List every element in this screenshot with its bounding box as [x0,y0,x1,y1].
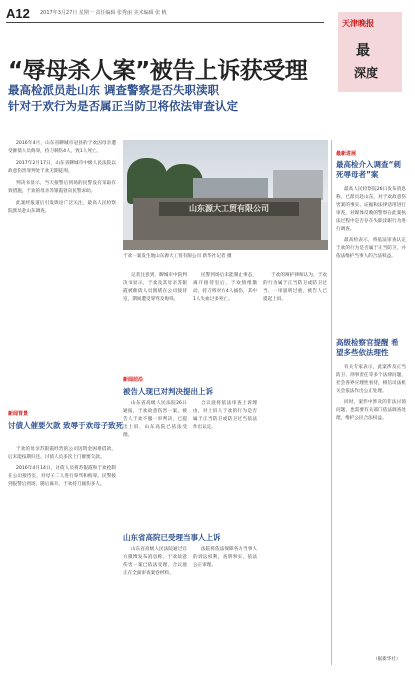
body-paragraph: 山东省高级人民法院通过官方微博发布消息称，于欢故意伤害一案已依法受理，合议庭正在全面审查案卷材料。 [123,547,187,576]
sidebar-paragraph: 有关专家表示，此案涉及正当防卫、刑事责任等多个法律问题，社会各界应理性看待，相信司法机关会依法作出公正处理。 [336,365,406,394]
sidebar-title: 最高检介入调查“刺死辱母者”案 [336,160,401,179]
photo-building [193,178,268,198]
brand-box [338,12,402,92]
photo-building [273,170,323,200]
body-column [193,546,257,573]
news-photo [123,140,328,250]
body-paragraph: 记者注意到，聊城市中院判决书显示，于欢及其母亲苏银霞被催债人员围堵在公司接待室，期间遭受辱骂及侮辱。 [123,273,187,302]
brand-name: 天津晚报 [342,18,374,28]
photo-caption: 于欢一案发生地山东源大工贸有限公司 新华社记者 摄 [123,254,232,259]
body-paragraph: 民警到场后未能制止事态，离开接待室后，于欢情绪激动，持刀将对方4人捅伤，其中1人失血过多死亡。 [193,273,257,302]
header-rule [6,22,324,23]
photo-gate [133,198,321,240]
sidebar-paragraph: 同时，案件中涉及的非法讨债问题，也需要有关部门依法调查处理，维护公民合法权益。 [336,400,406,421]
body-paragraph: 合议庭将依法审查上诉理由，对上诉人于欢的行为是否属于正当防卫或防卫过当依法作出认定。 [193,401,257,430]
page-header [6,6,326,20]
header-meta: 2017年3月27日 星期一 责任编辑 张秀丽 美术编辑 张 帆 [40,10,167,16]
left-article-tag: 新闻背景 [8,411,29,417]
lead-paragraph: 2017年2月17日，山东省聊城市中级人民法院以故意伤害罪判处于欢无期徒刑。 [8,161,116,174]
body-column [263,272,327,307]
column-divider [331,140,332,665]
headline-title: “辱母杀人案”被告上诉获受理 [8,58,308,84]
brand-col2: 深度 [354,66,379,80]
lead-paragraph: 此案经报道后引发舆论广泛关注，最高人民检察院派员赴山东调查。 [8,201,116,214]
body-column [123,400,187,443]
body-paragraph: 于欢的母亲苏银霞经营的公司因资金困难借款，后未能按期归还。讨债人员多次上门催要欠款。 [8,447,116,460]
sidebar-paragraph: 最高人民检察院26日发布消息称，已派员赴山东，对于欢故意伤害案的事实、证据和法律适用进行审查，对媒体反映的警察在此案执法过程中是否存在失职渎职行为进行调查。 [336,187,406,232]
body-column [193,400,257,435]
body-paragraph: 法院将依法保障各方当事人的诉讼权利，查明事实，依法公正审理。 [193,547,257,568]
body-column [123,546,187,581]
brand-col1: 最 [356,43,370,59]
article3-title: 山东省高院已受理当事人上诉 [123,533,221,542]
lead-paragraph: 判决书显示，当天接警后到场的民警没有采取有效措施，于欢的母亲苏银霞曾向民警求助。 [8,181,116,194]
left-article-title: 讨债人催要欠款 致辱于欢母子致死 [8,421,124,430]
sidebar-tag: 最新进展 [336,151,357,157]
headline-sub1: 最高检派员赴山东 调查警察是否失职渎职 [8,83,220,97]
sidebar-paragraph: 最高检表示，将依法审查认定于欢的行为是否属于正当防卫，并依法维护当事人的合法权益。 [336,238,406,259]
body-column [8,446,116,492]
sidebar-body-2 [336,364,406,426]
sidebar-body [336,186,406,264]
sidebar-subhead: 高级检察官提醒 希望多些依法理性 [336,338,399,357]
lead-column [8,140,116,220]
body-paragraph: 山东省高级人民法院26日通报，于欢故意伤害一案，被告人于欢不服一审判决，已提出上诉，山东高院已依法受理。 [123,401,187,438]
article2-title: 被告人现已对判决提出上诉 [123,387,213,396]
photo-ground [123,240,328,250]
body-column [123,272,187,307]
headline-sub2: 针对于欢行为是否属正当防卫将依法审查认定 [8,99,238,113]
body-paragraph: 于欢的辩护律师认为，于欢的行为属于正当防卫或防卫过当，一审量刑过重。被告人已提起上诉。 [263,273,327,302]
page-number: A12 [6,6,30,21]
body-column [193,272,257,307]
photo-sign: 山东源大工贸有限公司 [159,202,299,216]
sidebar-credit: （据新华社） [373,657,401,662]
lead-paragraph: 2016年4月，山东省聊城市冠县的于欢因母亲遭受催债人员侮辱，持刀刺伤4人，致1人死亡。 [8,141,116,154]
body-paragraph: 2016年4月14日，讨债人员将苏银霞和于欢控制在公司接待室，对母子二人进行辱骂和侮辱。民警接到报警后到场，随后离开。于欢持刀捅伤多人。 [8,466,116,487]
article2-tag: 新闻前沿 [123,377,144,383]
